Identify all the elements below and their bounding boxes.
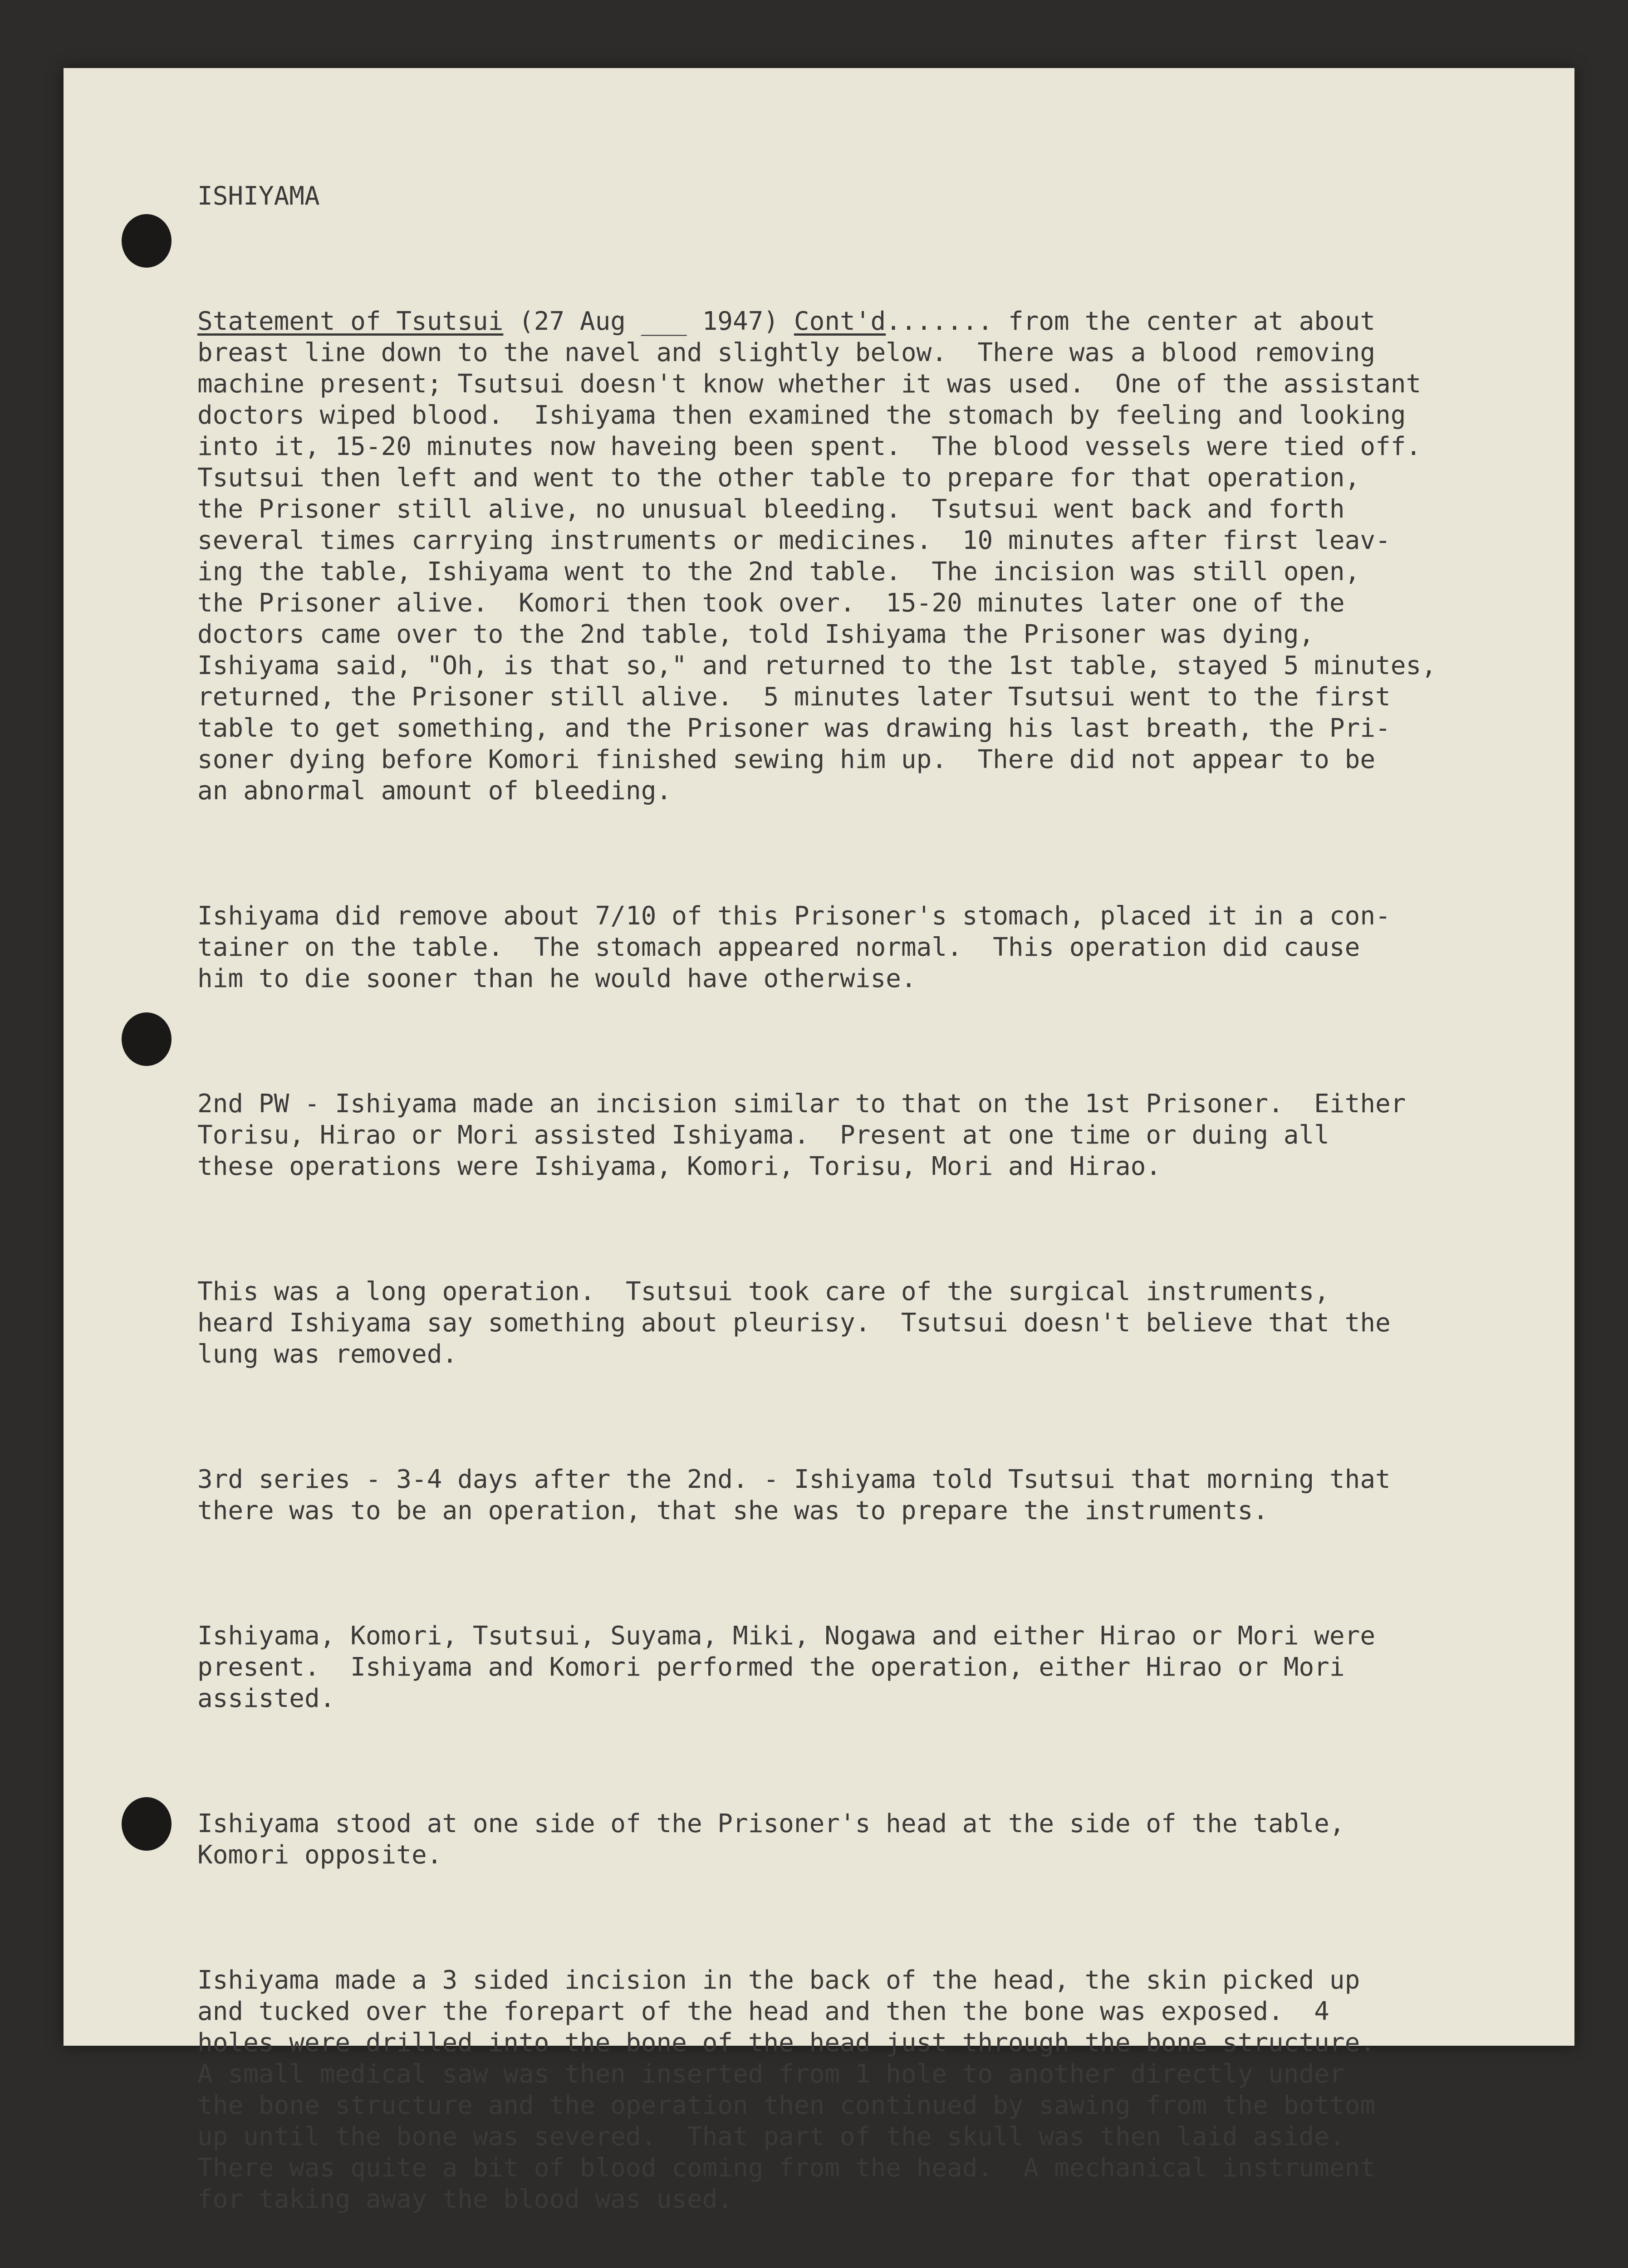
statement-title: Statement of Tsutsui	[197, 307, 504, 336]
statement-date: (27 Aug ___ 1947)	[503, 307, 794, 336]
paragraph-3: 2nd PW - Ishiyama made an incision similar to that on the 1st Prisoner. Either Torisu, Hirao or Mori assisted Ishiyama. Present at one time or duing all these operations were Ishiyama, Komori, Torisu, Mori and Hirao.	[197, 1089, 1406, 1181]
paragraph-5: 3rd series - 3-4 days after the 2nd. - Ishiyama told Tsutsui that morning that there was to be an operation, that she was to prepare the instruments.	[197, 1465, 1391, 1525]
paragraph-2: Ishiyama did remove about 7/10 of this Prisoner's stomach, placed it in a con- tainer on the table. The stomach appeared normal. This operation did cause him to die sooner than he would have otherwise.	[197, 901, 1391, 993]
continued-label: Cont'd	[794, 307, 886, 336]
paragraph-1	[197, 306, 1513, 807]
punch-hole	[122, 1797, 172, 1851]
document-header: ISHIYAMA	[197, 181, 320, 211]
paragraph-4: This was a long operation. Tsutsui took care of the surgical instruments, heard Ishiyama say something about pleurisy. Tsutsui doesn't believe that the lung was removed.	[197, 1277, 1391, 1369]
paragraph-6: Ishiyama, Komori, Tsutsui, Suyama, Miki, Nogawa and either Hirao or Mori were present. Ishiyama and Komori performed the operation, either Hirao or Mori assisted.	[197, 1621, 1376, 1713]
document-body	[197, 118, 1513, 2268]
paragraph-7: Ishiyama stood at one side of the Prisoner's head at the side of the table, Komori opposite.	[197, 1809, 1345, 1870]
punch-hole	[122, 214, 172, 268]
paragraph-1-text: ....... from the center at about breast line down to the navel and slightly below. There was a blood removing machine present; Tsutsui doesn't know whether it was used. One of the assistant doctors wiped blood. Ishiyama then examined the stomach by feeling and looking into it, 15-20 minutes now haveing been spent. The blood vessels were tied off. Tsutsui then left and went to the other table to prepare for that operation, the Prisoner still alive, no unusual bleeding. Tsutsui went back and forth several times carrying instruments or medicines. 10 minutes after first leav- ing the table, Ishiyama went to the 2nd table. The incision was still open, the Prisoner alive. Komori then took over. 15-20 minutes later one of the doctors came over to the 2nd table, told Ishiyama the Prisoner was dying, Ishiyama said, "Oh, is that so," and returned to the 1st table, stayed 5 minutes, returned, the Prisoner still alive. 5 minutes later Tsutsui went to the first table to get something, and the Prisoner was drawing his last breath, the Pri- soner dying before Komori finished sewing him up. There did not appear to be an abnormal amount of bleeding.	[197, 307, 1437, 806]
punch-hole	[122, 1012, 172, 1066]
paragraph-8: Ishiyama made a 3 sided incision in the back of the head, the skin picked up and tucked over the forepart of the head and then the bone was exposed. 4 holes were drilled into the bone of the head just through the bone structure. A small medical saw was then inserted from 1 hole to another directly under the bone structure and the operation then continued by sawing from the bottom up until the bone was severed. That part of the skull was then laid aside. There was quite a bit of blood coming from the head. A mechanical instrument for taking away the blood was used.	[197, 1965, 1376, 2214]
